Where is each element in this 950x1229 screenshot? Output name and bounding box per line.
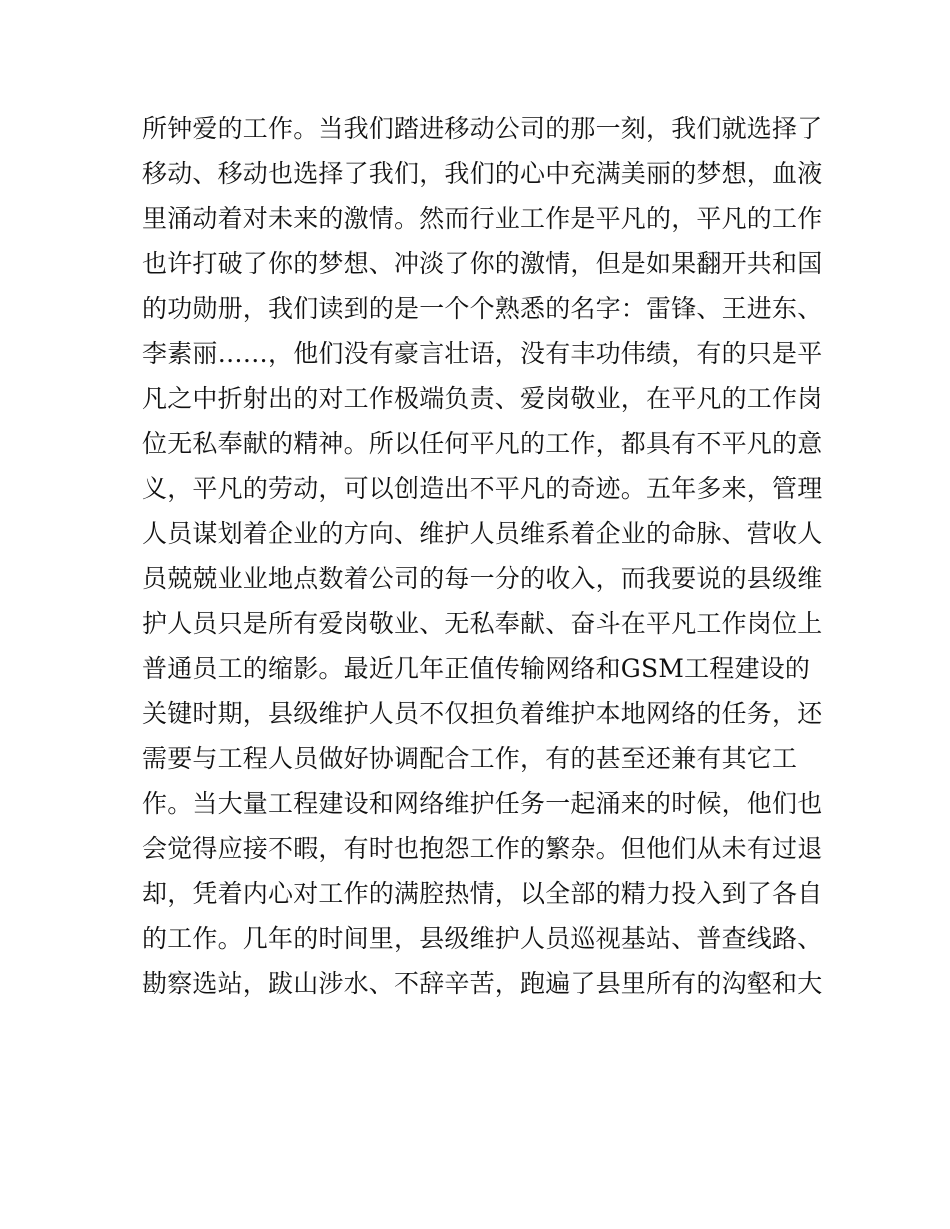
text-line: 里涌动着对未来的激情。然而行业工作是平凡的，平凡的工作 — [142, 204, 823, 233]
text-line: 作。当大量工程建设和网络维护任务一起涌来的时候，他们也 — [142, 789, 823, 818]
text-line: 却，凭着内心对工作的满腔热情，以全部的精力投入到了各自 — [142, 879, 823, 908]
text-line: 勘察选站，跋山涉水、不辞辛苦，跑遍了县里所有的沟壑和大 — [142, 969, 823, 998]
text-line: 普通员工的缩影。最近几年正值传输网络和GSM工程建设的 — [142, 654, 811, 683]
text-line: 位无私奉献的精神。所以任何平凡的工作，都具有不平凡的意 — [142, 429, 823, 458]
text-line: 义，平凡的劳动，可以创造出不平凡的奇迹。五年多来，管理 — [142, 474, 823, 503]
text-line: 员兢兢业业地点数着公司的每一分的收入，而我要说的县级维 — [142, 564, 823, 593]
text-line: 护人员只是所有爱岗敬业、无私奉献、奋斗在平凡工作岗位上 — [142, 609, 823, 638]
text-line: 也许打破了你的梦想、冲淡了你的激情，但是如果翻开共和国 — [142, 249, 823, 278]
text-line: 会觉得应接不暇，有时也抱怨工作的繁杂。但他们从未有过退 — [142, 834, 823, 863]
body-text — [142, 106, 822, 1006]
text-line: 移动、移动也选择了我们，我们的心中充满美丽的梦想，血液 — [142, 159, 823, 188]
text-line: 所钟爱的工作。当我们踏进移动公司的那一刻，我们就选择了 — [142, 114, 823, 143]
text-line: 关键时期，县级维护人员不仅担负着维护本地网络的任务，还 — [142, 699, 823, 728]
text-line: 的工作。几年的时间里，县级维护人员巡视基站、普查线路、 — [142, 924, 823, 953]
text-line: 李素丽……，他们没有豪言壮语，没有丰功伟绩，有的只是平 — [142, 339, 823, 368]
text-line: 的功勋册，我们读到的是一个个熟悉的名字：雷锋、王进东、 — [142, 294, 823, 323]
text-line: 凡之中折射出的对工作极端负责、爱岗敬业，在平凡的工作岗 — [142, 384, 823, 413]
text-line: 人员谋划着企业的方向、维护人员维系着企业的命脉、营收人 — [142, 519, 823, 548]
text-line: 需要与工程人员做好协调配合工作，有的甚至还兼有其它工 — [142, 744, 798, 773]
